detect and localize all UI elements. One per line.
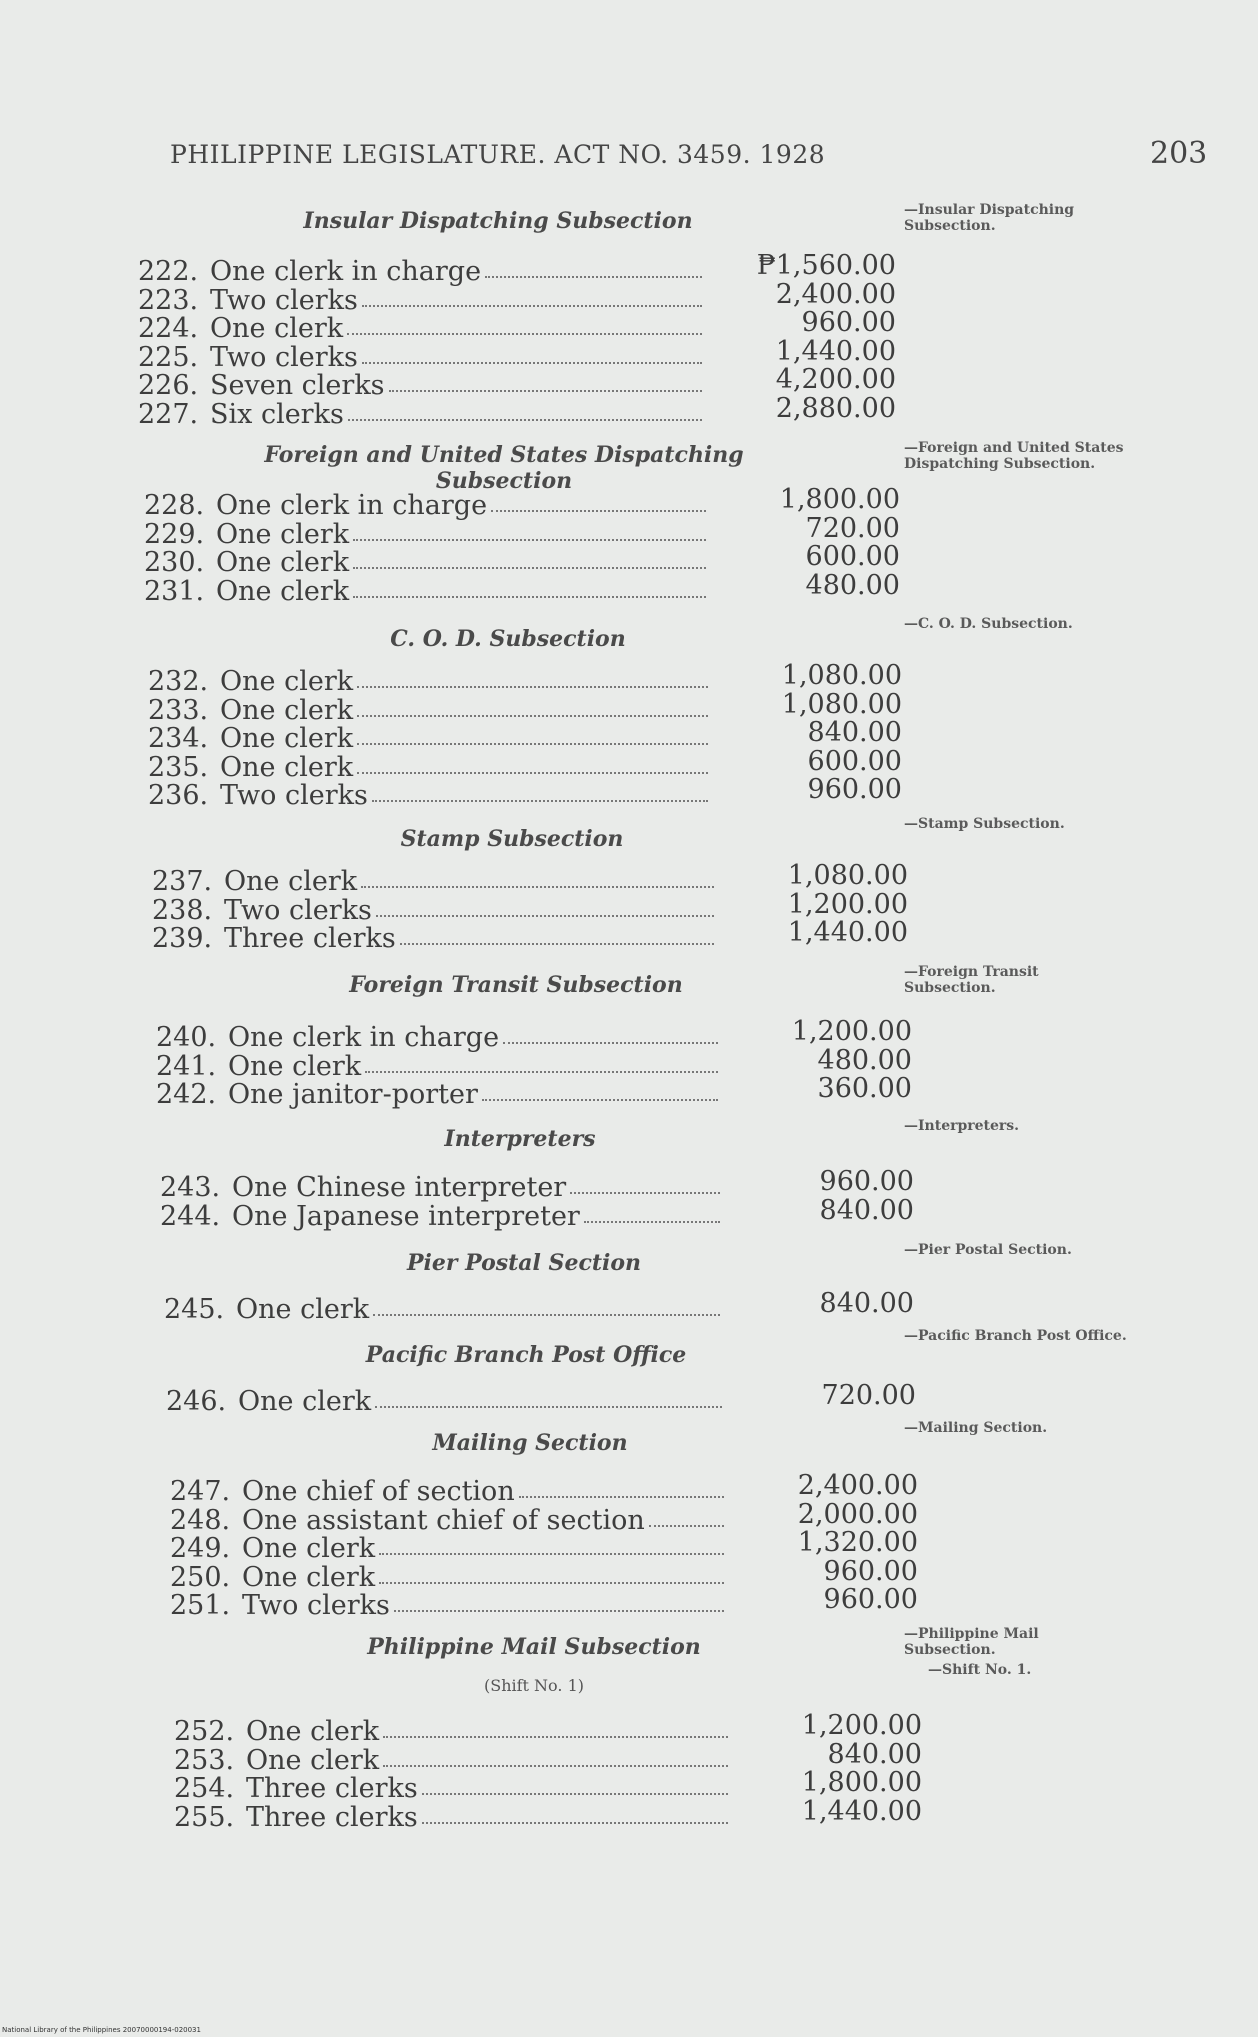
item-description: One clerk: [220, 751, 354, 783]
item-line: [138, 370, 706, 399]
item-number: 236.: [148, 780, 209, 811]
item-number: 244.: [160, 1200, 221, 1232]
item-number: 237.: [152, 866, 213, 897]
margin-note: —Stamp Subsection.: [904, 816, 1065, 832]
item-line: [160, 1172, 724, 1201]
item-line: [170, 1476, 728, 1505]
item-number: 227.: [138, 398, 199, 430]
item-amount: 960.00: [801, 307, 896, 338]
margin-note: —Interpreters.: [904, 1118, 1020, 1134]
dot-leader: [365, 1070, 718, 1073]
dot-leader: [362, 304, 702, 307]
item-number: 234.: [148, 723, 209, 754]
item-line: [144, 547, 710, 576]
item-description: Seven clerks: [210, 370, 385, 401]
item-line: [138, 313, 706, 342]
item-description: One clerk: [220, 694, 354, 726]
item-number: 246.: [166, 1386, 227, 1417]
section-heading: Mailing Section: [432, 1430, 628, 1456]
item-line: [170, 1562, 728, 1591]
dot-leader: [372, 799, 708, 802]
item-line: [170, 1533, 728, 1562]
item-description: One assistant chief of section: [242, 1504, 645, 1536]
item-line: [138, 285, 706, 314]
item-description: Two clerks: [242, 1590, 390, 1621]
dot-leader: [491, 509, 706, 512]
item-amount: 1,080.00: [781, 660, 902, 691]
item-amount: 960.00: [823, 1584, 918, 1615]
item-number: 252.: [174, 1716, 235, 1747]
item-amount: 2,880.00: [775, 392, 896, 424]
dot-leader: [383, 1735, 728, 1738]
dot-leader: [379, 1552, 724, 1555]
dot-leader: [383, 1764, 728, 1767]
item-amount: 720.00: [805, 512, 900, 544]
dot-leader: [400, 942, 714, 945]
item-line: [174, 1716, 732, 1745]
section-subheading: (Shift No. 1): [483, 1676, 584, 1695]
item-line: [170, 1505, 728, 1534]
dot-leader: [570, 1191, 720, 1194]
item-description: One clerk: [228, 1050, 362, 1082]
item-number: 230.: [144, 547, 205, 578]
section-heading: Insular Dispatching Subsection: [303, 208, 693, 234]
item-amount: 1,440.00: [801, 1795, 922, 1827]
running-title: PHILIPPINE LEGISLATURE. ACT NO. 3459. 1928: [170, 140, 826, 169]
item-description: One clerk: [210, 313, 344, 344]
item-description: One clerk: [220, 666, 354, 697]
item-amount: 1,080.00: [787, 860, 908, 891]
item-description: One clerk: [242, 1533, 376, 1564]
item-description: Three clerks: [246, 1773, 418, 1804]
item-line: [160, 1201, 724, 1230]
section-heading: C. O. D. Subsection: [390, 626, 626, 652]
item-description: Three clerks: [224, 923, 396, 954]
item-description: Two clerks: [224, 894, 372, 926]
item-amount: 1,440.00: [775, 335, 896, 367]
item-number: 222.: [138, 256, 199, 287]
margin-note: —Pacific Branch Post Office.: [904, 1328, 1127, 1344]
item-line: [156, 1022, 722, 1051]
item-description: One clerk: [216, 518, 350, 550]
item-amount: 1,320.00: [797, 1527, 918, 1558]
item-line: [148, 752, 712, 781]
item-amount: 840.00: [807, 717, 902, 748]
item-description: One Chinese interpreter: [232, 1172, 567, 1203]
item-number: 241.: [156, 1050, 217, 1082]
item-line: [138, 256, 706, 285]
dot-leader: [362, 361, 702, 364]
dot-leader: [649, 1524, 724, 1527]
item-line: [152, 866, 718, 895]
section-heading: Pier Postal Section: [406, 1250, 642, 1276]
item-number: 242.: [156, 1079, 217, 1110]
dot-leader: [389, 389, 702, 392]
item-description: One clerk: [246, 1716, 380, 1747]
section-heading: Foreign Transit Subsection: [349, 972, 683, 998]
item-line: [174, 1773, 732, 1802]
item-amount: 2,400.00: [775, 278, 896, 310]
item-number: 223.: [138, 284, 199, 316]
dot-leader: [379, 1581, 724, 1584]
section-heading: Pacific Branch Post Office: [365, 1342, 687, 1368]
item-description: One clerk in charge: [210, 256, 482, 287]
item-line: [174, 1802, 732, 1831]
dot-leader: [482, 1098, 718, 1101]
item-line: [166, 1386, 726, 1415]
item-number: 235.: [148, 751, 209, 783]
margin-note: —C. O. D. Subsection.: [904, 616, 1073, 632]
item-amount: 960.00: [823, 1555, 918, 1587]
margin-note-shift: —Shift No. 1.: [928, 1662, 1032, 1678]
item-description: One chief of section: [242, 1476, 515, 1507]
item-description: One clerk in charge: [228, 1022, 500, 1053]
dot-leader: [485, 275, 702, 278]
section-heading: Foreign and United States Dispatching Subsection: [264, 442, 744, 494]
item-number: 248.: [170, 1504, 231, 1536]
dot-leader: [353, 566, 706, 569]
item-description: One clerk: [238, 1386, 372, 1417]
item-amount: 1,800.00: [801, 1767, 922, 1798]
item-line: [170, 1590, 728, 1619]
item-amount: 600.00: [807, 745, 902, 777]
dot-leader: [519, 1495, 724, 1498]
item-amount: 360.00: [817, 1073, 912, 1104]
item-line: [152, 895, 718, 924]
item-number: 225.: [138, 341, 199, 373]
item-amount: 4,200.00: [775, 364, 896, 395]
item-description: One Japanese interpreter: [232, 1200, 580, 1232]
item-number: 245.: [164, 1294, 225, 1325]
item-number: 238.: [152, 894, 213, 926]
dot-leader: [353, 538, 706, 541]
item-description: One clerk in charge: [216, 490, 488, 521]
item-line: [156, 1051, 722, 1080]
margin-note: —Insular Dispatching Subsection.: [904, 202, 1075, 234]
item-description: One clerk: [216, 575, 350, 607]
dot-leader: [347, 332, 702, 335]
section-heading: Interpreters: [444, 1126, 596, 1152]
item-amount: ₱1,560.00: [756, 250, 896, 281]
item-amount: 600.00: [805, 541, 900, 572]
item-line: [148, 695, 712, 724]
dot-leader: [357, 771, 708, 774]
margin-note: —Mailing Section.: [904, 1420, 1048, 1436]
item-amount: 960.00: [819, 1166, 914, 1197]
item-description: Two clerks: [220, 780, 368, 811]
item-number: 254.: [174, 1773, 235, 1804]
item-line: [144, 576, 710, 605]
dot-leader: [422, 1792, 728, 1795]
item-line: [152, 923, 718, 952]
item-number: 229.: [144, 518, 205, 550]
item-line: [148, 723, 712, 752]
item-line: [138, 342, 706, 371]
margin-note: —Philippine Mail Subsection.: [904, 1626, 1039, 1658]
dot-leader: [584, 1220, 720, 1223]
dot-leader: [394, 1609, 724, 1612]
scan-credit: National Library of the Philippines 20070000194-020031: [2, 2026, 201, 2034]
item-amount: 840.00: [819, 1288, 914, 1319]
item-description: One clerk: [236, 1294, 370, 1325]
item-number: 228.: [144, 490, 205, 521]
item-amount: 960.00: [807, 774, 902, 805]
item-number: 255.: [174, 1801, 235, 1833]
section-heading: Philippine Mail Subsection: [367, 1634, 701, 1660]
item-amount: 2,000.00: [797, 1498, 918, 1530]
item-description: Two clerks: [210, 341, 358, 373]
item-amount: 2,400.00: [797, 1470, 918, 1501]
item-line: [144, 490, 710, 519]
item-number: 231.: [144, 575, 205, 607]
item-number: 247.: [170, 1476, 231, 1507]
dot-leader: [376, 914, 714, 917]
dot-leader: [375, 1405, 722, 1408]
item-number: 232.: [148, 666, 209, 697]
item-line: [164, 1294, 724, 1323]
item-amount: 1,200.00: [801, 1710, 922, 1741]
dot-leader: [422, 1821, 728, 1824]
item-number: 243.: [160, 1172, 221, 1203]
item-number: 240.: [156, 1022, 217, 1053]
dot-leader: [357, 685, 708, 688]
dot-leader: [361, 885, 714, 888]
item-number: 226.: [138, 370, 199, 401]
item-description: One clerk: [242, 1561, 376, 1593]
item-line: [148, 780, 712, 809]
item-amount: 1,200.00: [791, 1016, 912, 1047]
item-amount: 480.00: [817, 1044, 912, 1076]
item-line: [148, 666, 712, 695]
item-number: 250.: [170, 1561, 231, 1593]
item-number: 239.: [152, 923, 213, 954]
item-amount: 840.00: [827, 1738, 922, 1770]
item-amount: 840.00: [819, 1194, 914, 1226]
item-line: [174, 1745, 732, 1774]
item-amount: 1,800.00: [779, 484, 900, 515]
item-description: Three clerks: [246, 1801, 418, 1833]
item-amount: 720.00: [821, 1380, 916, 1411]
item-number: 249.: [170, 1533, 231, 1564]
margin-note: —Pier Postal Section.: [904, 1242, 1072, 1258]
item-amount: 1,200.00: [787, 888, 908, 920]
item-description: Six clerks: [210, 398, 344, 430]
dot-leader: [503, 1041, 718, 1044]
item-line: [144, 519, 710, 548]
item-description: One clerk: [216, 547, 350, 578]
item-line: [138, 399, 706, 428]
item-number: 251.: [170, 1590, 231, 1621]
item-description: One clerk: [220, 723, 354, 754]
item-number: 224.: [138, 313, 199, 344]
item-line: [156, 1079, 722, 1108]
dot-leader: [373, 1313, 720, 1316]
dot-leader: [357, 714, 708, 717]
item-description: One clerk: [246, 1744, 380, 1776]
margin-note: —Foreign Transit Subsection.: [904, 964, 1039, 996]
item-amount: 480.00: [805, 569, 900, 601]
item-description: One janitor-porter: [228, 1079, 478, 1110]
dot-leader: [353, 595, 706, 598]
item-number: 233.: [148, 694, 209, 726]
section-heading: Stamp Subsection: [400, 826, 624, 852]
margin-note: —Foreign and United States Dispatching Subsection.: [904, 440, 1124, 472]
item-number: 253.: [174, 1744, 235, 1776]
item-amount: 1,080.00: [781, 688, 902, 720]
dot-leader: [357, 742, 708, 745]
item-amount: 1,440.00: [787, 917, 908, 948]
dot-leader: [348, 418, 702, 421]
item-description: One clerk: [224, 866, 358, 897]
page-number: 203: [1150, 136, 1208, 171]
item-description: Two clerks: [210, 284, 358, 316]
